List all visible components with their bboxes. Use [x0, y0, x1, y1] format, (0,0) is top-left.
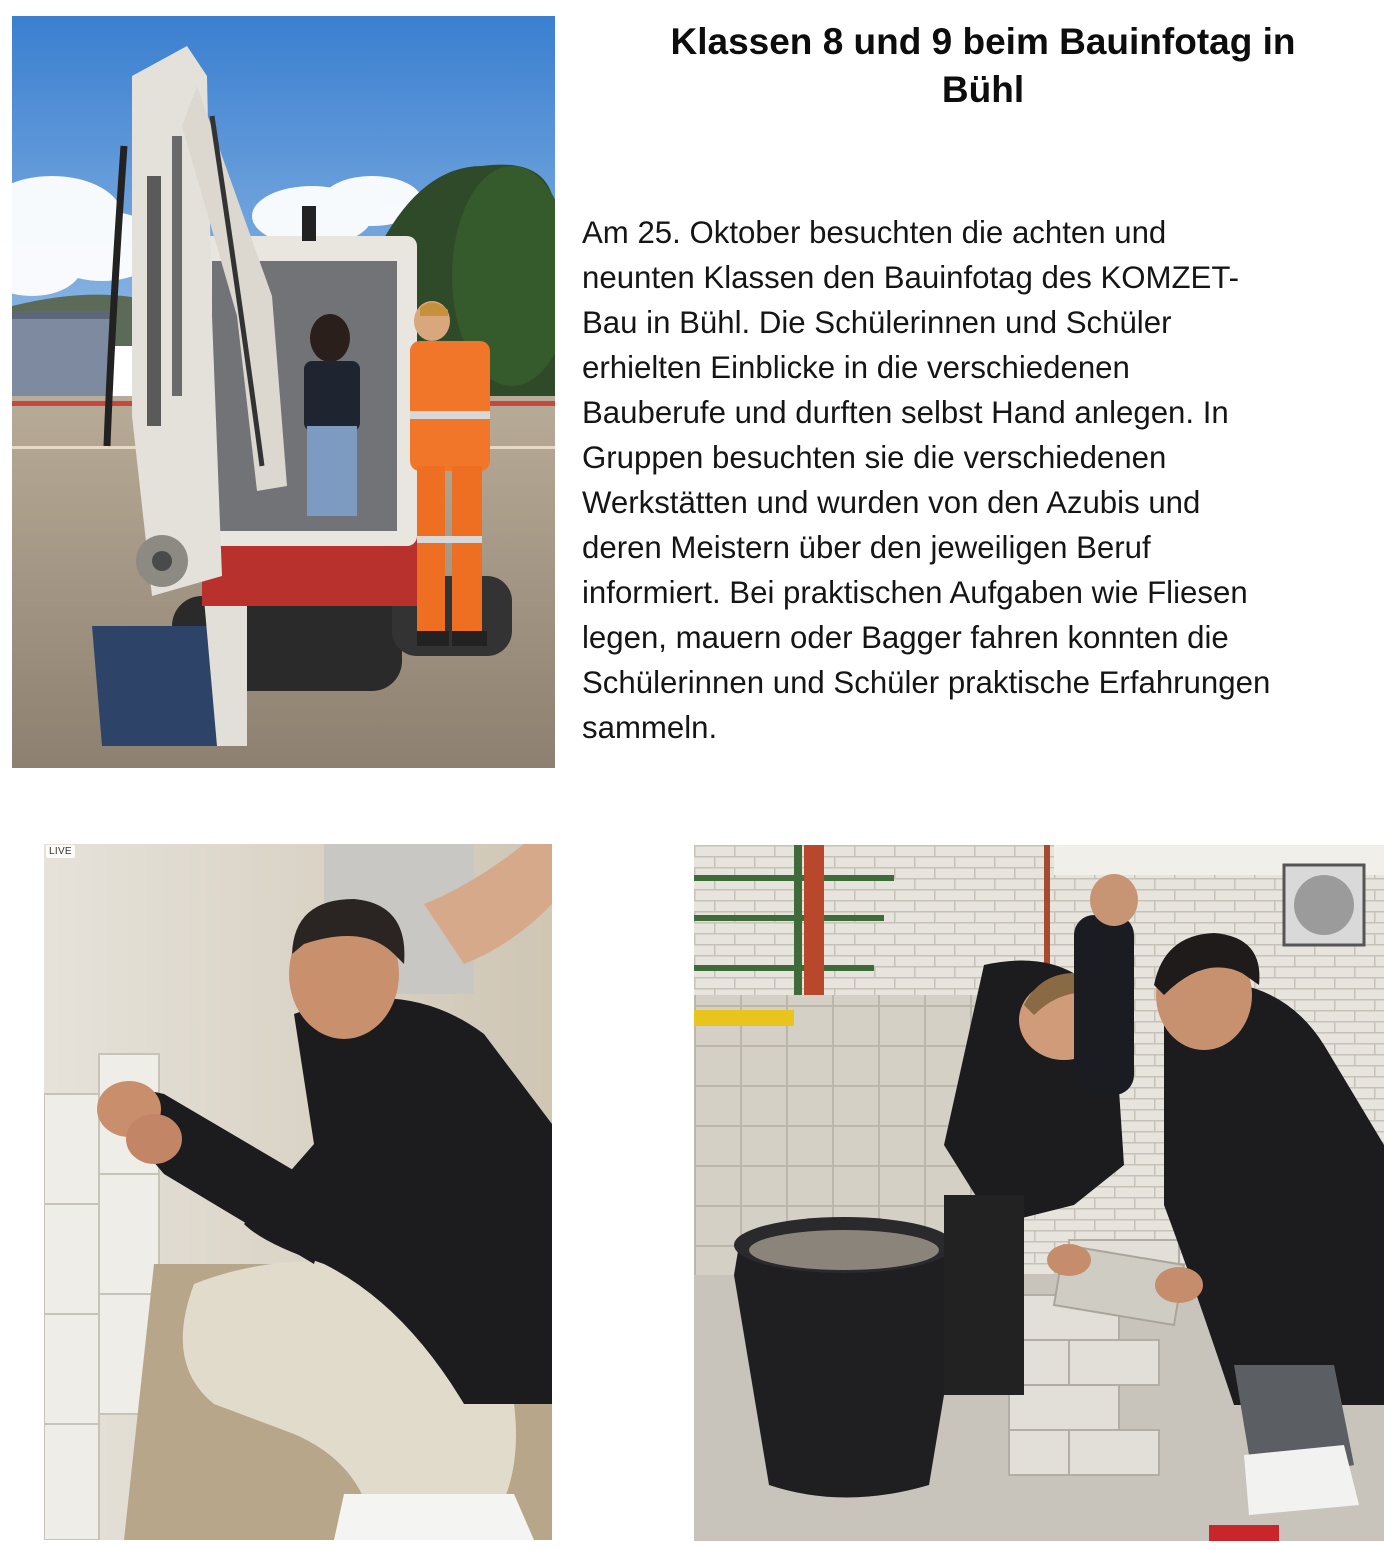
article-title [588, 18, 1378, 114]
tiling-photo [44, 844, 552, 1540]
article-body-line: Schülerinnen und Schüler praktische Erfahrungen [582, 665, 1271, 700]
article-title-line: Bühl [941, 69, 1025, 110]
article-body-line: Am 25. Oktober besuchten die achten und [582, 215, 1167, 250]
masonry-photo [694, 845, 1384, 1541]
article-body-line: informiert. Bei praktischen Aufgaben wie Fliesen [582, 575, 1248, 610]
article-body-line: Bau in Bühl. Die Schülerinnen und Schüler [582, 305, 1172, 340]
article-body-line: Bauberufe und durften selbst Hand anlegen. In [582, 395, 1229, 430]
article-title-line: Klassen 8 und 9 beim Bauinfotag in [670, 21, 1296, 62]
excavator-photo [12, 16, 555, 768]
masonry-photo-drawing [694, 845, 1384, 1541]
excavator-photo-drawing [12, 16, 555, 768]
article-body [582, 210, 1388, 750]
article-body-line: Werkstätten und wurden von den Azubis und [582, 485, 1201, 520]
article-body-line: sammeln. [582, 710, 718, 745]
live-photo-badge: LIVE [46, 845, 75, 858]
article-body-line: deren Meistern über den jeweiligen Beruf [582, 530, 1151, 565]
article-body-line: legen, mauern oder Bagger fahren konnten die [582, 620, 1229, 655]
tiling-photo-drawing [44, 844, 552, 1540]
article-body-line: neunten Klassen den Bauinfotag des KOMZET- [582, 260, 1240, 295]
article-body-line: Gruppen besuchten sie die verschiedenen [582, 440, 1167, 475]
article-body-line: erhielten Einblicke in die verschiedenen [582, 350, 1130, 385]
